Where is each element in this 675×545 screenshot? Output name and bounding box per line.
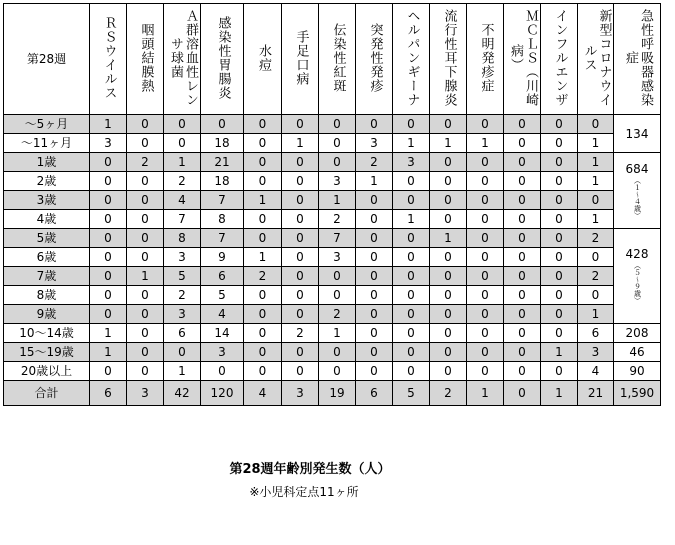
case-count-cell: 4 xyxy=(201,305,244,324)
table-row xyxy=(4,210,661,229)
case-count-cell: 0 xyxy=(164,134,201,153)
case-count-cell: 0 xyxy=(244,210,282,229)
case-count-cell: 0 xyxy=(467,324,504,343)
case-count-cell: 0 xyxy=(356,286,393,305)
case-count-cell: 0 xyxy=(127,362,164,381)
case-count-cell: 0 xyxy=(504,248,541,267)
case-count-cell: 2 xyxy=(164,172,201,191)
column-header-label: 急性呼吸器感染症 xyxy=(623,8,653,107)
column-header xyxy=(356,4,393,115)
table-row xyxy=(4,248,661,267)
case-count-cell: 0 xyxy=(430,191,467,210)
case-count-cell: 0 xyxy=(504,229,541,248)
case-count-cell: 0 xyxy=(319,286,356,305)
case-count-cell: 0 xyxy=(282,115,319,134)
case-count-cell: 0 xyxy=(467,267,504,286)
column-header-label: 感染性胃腸炎 xyxy=(215,15,231,100)
case-count-cell: 0 xyxy=(578,115,614,134)
case-count-cell: 0 xyxy=(244,134,282,153)
case-count-cell: 0 xyxy=(541,153,578,172)
column-header-label: 手足口病 xyxy=(293,29,309,86)
column-header-label: ＭＣＬＳ（川崎病） xyxy=(508,8,538,107)
case-count-cell: 0 xyxy=(430,343,467,362)
case-count-cell: 3 xyxy=(356,134,393,153)
case-count-cell: 0 xyxy=(393,267,430,286)
case-count-cell: 0 xyxy=(282,362,319,381)
column-header-label: Ａ群溶血性レンサ球菌 xyxy=(168,8,198,107)
case-count-cell: 0 xyxy=(319,115,356,134)
case-count-cell: 0 xyxy=(356,248,393,267)
acute-respiratory-total-cell xyxy=(614,115,661,153)
case-count-cell: 7 xyxy=(201,229,244,248)
case-count-cell: 0 xyxy=(282,191,319,210)
table-row xyxy=(4,286,661,305)
case-count-cell: 0 xyxy=(467,172,504,191)
case-count-cell: 7 xyxy=(201,191,244,210)
age-group-label: 2歳 xyxy=(4,172,90,191)
acute-respiratory-total-cell xyxy=(614,229,661,324)
column-header-label: 突発性発疹 xyxy=(367,22,383,93)
acute-respiratory-total-value: 428 xyxy=(625,247,649,261)
case-count-cell: 7 xyxy=(319,229,356,248)
case-count-cell: 14 xyxy=(201,324,244,343)
case-count-cell: 0 xyxy=(282,343,319,362)
case-count-cell: 0 xyxy=(90,191,127,210)
case-count-cell: 0 xyxy=(541,172,578,191)
case-count-cell: 0 xyxy=(282,267,319,286)
case-count-cell: 3 xyxy=(393,153,430,172)
case-count-cell: 1 xyxy=(356,172,393,191)
case-count-cell: 0 xyxy=(467,286,504,305)
case-count-cell: 0 xyxy=(164,115,201,134)
case-count-cell: 0 xyxy=(127,343,164,362)
case-count-cell: 0 xyxy=(244,172,282,191)
case-count-cell: 0 xyxy=(430,305,467,324)
case-count-cell: 0 xyxy=(356,229,393,248)
case-count-cell: 0 xyxy=(541,324,578,343)
case-count-cell: 0 xyxy=(244,305,282,324)
case-count-cell: 2 xyxy=(127,153,164,172)
case-count-cell: 0 xyxy=(244,153,282,172)
age-group-label: 20歳以上 xyxy=(4,362,90,381)
column-header xyxy=(127,4,164,115)
case-count-cell: 0 xyxy=(393,172,430,191)
total-value-cell: 1 xyxy=(541,381,578,406)
case-count-cell: 1 xyxy=(430,229,467,248)
age-group-label: 7歳 xyxy=(4,267,90,286)
case-count-cell: 0 xyxy=(90,267,127,286)
case-count-cell: 0 xyxy=(90,305,127,324)
acute-respiratory-total-cell xyxy=(614,153,661,229)
case-count-cell: 0 xyxy=(282,248,319,267)
column-header-label: 新型コロナウイルス xyxy=(581,8,612,107)
column-header xyxy=(504,4,541,115)
total-label: 合計 xyxy=(4,381,90,406)
table-row xyxy=(4,134,661,153)
case-count-cell: 1 xyxy=(90,115,127,134)
case-count-cell: 0 xyxy=(430,324,467,343)
case-count-cell: 4 xyxy=(578,362,614,381)
case-count-cell: 2 xyxy=(319,305,356,324)
case-count-cell: 0 xyxy=(467,229,504,248)
case-count-cell: 0 xyxy=(467,305,504,324)
case-count-cell: 3 xyxy=(319,172,356,191)
age-group-label: 8歳 xyxy=(4,286,90,305)
case-count-cell: 1 xyxy=(430,134,467,153)
case-count-cell: 0 xyxy=(504,210,541,229)
case-count-cell: 0 xyxy=(430,267,467,286)
total-value-cell: 19 xyxy=(319,381,356,406)
table-row xyxy=(4,305,661,324)
case-count-cell: 0 xyxy=(504,362,541,381)
case-count-cell: 0 xyxy=(282,153,319,172)
case-count-cell: 2 xyxy=(356,153,393,172)
case-count-cell: 0 xyxy=(504,286,541,305)
case-count-cell: 1 xyxy=(578,153,614,172)
case-count-cell: 0 xyxy=(356,343,393,362)
age-group-label: 10～14歳 xyxy=(4,324,90,343)
case-count-cell: 0 xyxy=(467,115,504,134)
case-count-cell: 0 xyxy=(127,115,164,134)
total-value-cell: 120 xyxy=(201,381,244,406)
case-count-cell: 4 xyxy=(164,191,201,210)
case-count-cell: 0 xyxy=(504,324,541,343)
case-count-cell: 0 xyxy=(319,343,356,362)
case-count-cell: 8 xyxy=(164,229,201,248)
case-count-cell: 2 xyxy=(164,286,201,305)
case-count-cell: 1 xyxy=(467,134,504,153)
case-count-cell: 0 xyxy=(164,343,201,362)
case-count-cell: 8 xyxy=(201,210,244,229)
column-header xyxy=(90,4,127,115)
case-count-cell: 2 xyxy=(282,324,319,343)
case-count-cell: 6 xyxy=(201,267,244,286)
case-count-cell: 0 xyxy=(244,343,282,362)
case-count-cell: 0 xyxy=(282,210,319,229)
age-group-label: ～11ヶ月 xyxy=(4,134,90,153)
table-caption-note: ※小児科定点11ヶ所 xyxy=(249,485,359,499)
total-value-cell: 3 xyxy=(127,381,164,406)
case-count-cell: 0 xyxy=(127,286,164,305)
case-count-cell: 0 xyxy=(430,286,467,305)
column-header-label: ヘルパンギーナ xyxy=(404,8,420,107)
case-count-cell: 0 xyxy=(244,115,282,134)
column-header xyxy=(319,4,356,115)
case-count-cell: 0 xyxy=(541,191,578,210)
case-count-cell: 0 xyxy=(356,210,393,229)
case-count-cell: 18 xyxy=(201,172,244,191)
case-count-cell: 1 xyxy=(244,191,282,210)
table-row xyxy=(4,267,661,286)
case-count-cell: 0 xyxy=(90,248,127,267)
column-header xyxy=(541,4,578,115)
case-count-cell: 0 xyxy=(504,115,541,134)
case-count-cell: 1 xyxy=(578,172,614,191)
case-count-cell: 0 xyxy=(541,210,578,229)
case-count-cell: 0 xyxy=(504,343,541,362)
case-count-cell: 1 xyxy=(244,248,282,267)
case-count-cell: 0 xyxy=(319,267,356,286)
age-group-label: 6歳 xyxy=(4,248,90,267)
table-row xyxy=(4,115,661,134)
case-count-cell: 0 xyxy=(430,210,467,229)
case-count-cell: 0 xyxy=(430,153,467,172)
case-count-cell: 2 xyxy=(578,229,614,248)
case-count-cell: 0 xyxy=(90,286,127,305)
case-count-cell: 0 xyxy=(541,267,578,286)
age-group-label: 5歳 xyxy=(4,229,90,248)
column-header-label: ＲＳウイルス xyxy=(101,15,117,100)
case-count-cell: 0 xyxy=(90,210,127,229)
case-count-cell: 5 xyxy=(164,267,201,286)
column-header xyxy=(467,4,504,115)
acute-respiratory-total-value: 46 xyxy=(629,345,645,359)
case-count-cell: 0 xyxy=(504,305,541,324)
case-count-cell: 0 xyxy=(356,362,393,381)
acute-respiratory-total-value: 684 xyxy=(625,161,649,176)
age-group-label: 1歳 xyxy=(4,153,90,172)
case-count-cell: 0 xyxy=(127,172,164,191)
case-count-cell: 1 xyxy=(90,324,127,343)
acute-respiratory-total-value: 134 xyxy=(625,126,649,141)
case-count-cell: 0 xyxy=(430,172,467,191)
case-count-cell: 0 xyxy=(393,362,430,381)
case-count-cell: 0 xyxy=(90,172,127,191)
case-count-cell: 1 xyxy=(393,210,430,229)
table-row xyxy=(4,324,661,343)
table-caption-title: 第28週年齢別発生数（人） xyxy=(229,462,391,477)
table-row xyxy=(4,229,661,248)
case-count-cell: 0 xyxy=(127,229,164,248)
case-count-cell: 1 xyxy=(578,210,614,229)
case-count-cell: 0 xyxy=(282,172,319,191)
acute-respiratory-total-cell xyxy=(614,343,661,362)
header-row xyxy=(4,4,661,115)
case-count-cell: 0 xyxy=(578,286,614,305)
case-count-cell: 1 xyxy=(127,267,164,286)
case-count-cell: 0 xyxy=(201,362,244,381)
case-count-cell: 1 xyxy=(90,343,127,362)
column-header xyxy=(164,4,201,115)
case-count-cell: 0 xyxy=(356,115,393,134)
case-count-cell: 21 xyxy=(201,153,244,172)
column-header xyxy=(614,4,661,115)
case-count-cell: 0 xyxy=(467,362,504,381)
total-value-cell: 21 xyxy=(578,381,614,406)
case-count-cell: 0 xyxy=(393,229,430,248)
case-count-cell: 0 xyxy=(319,362,356,381)
total-value-cell: 4 xyxy=(244,381,282,406)
total-value-cell: 1 xyxy=(467,381,504,406)
case-count-cell: 0 xyxy=(578,248,614,267)
age-group-label: 9歳 xyxy=(4,305,90,324)
total-value-cell: 2 xyxy=(430,381,467,406)
age-group-label: ～5ヶ月 xyxy=(4,115,90,134)
case-count-cell: 0 xyxy=(393,343,430,362)
case-count-cell: 0 xyxy=(282,305,319,324)
case-count-cell: 0 xyxy=(356,324,393,343)
table-row xyxy=(4,153,661,172)
case-count-cell: 0 xyxy=(90,153,127,172)
case-count-cell: 0 xyxy=(282,286,319,305)
case-count-cell: 0 xyxy=(504,267,541,286)
case-count-cell: 0 xyxy=(393,305,430,324)
case-count-cell: 6 xyxy=(578,324,614,343)
case-count-cell: 3 xyxy=(90,134,127,153)
case-count-cell: 0 xyxy=(504,153,541,172)
case-count-cell: 0 xyxy=(90,229,127,248)
acute-respiratory-total-value: 208 xyxy=(625,326,649,340)
case-count-cell: 0 xyxy=(541,248,578,267)
column-header xyxy=(578,4,614,115)
case-count-cell: 0 xyxy=(90,362,127,381)
case-count-cell: 1 xyxy=(393,134,430,153)
case-count-cell: 2 xyxy=(244,267,282,286)
case-count-cell: 0 xyxy=(541,286,578,305)
acute-respiratory-total-value: 90 xyxy=(629,364,645,378)
case-count-cell: 3 xyxy=(319,248,356,267)
column-header xyxy=(430,4,467,115)
case-count-cell: 1 xyxy=(541,343,578,362)
case-count-cell: 0 xyxy=(127,305,164,324)
case-count-cell: 0 xyxy=(430,362,467,381)
case-count-cell: 0 xyxy=(356,267,393,286)
case-count-cell: 0 xyxy=(127,324,164,343)
case-count-cell: 0 xyxy=(467,191,504,210)
case-count-cell: 0 xyxy=(467,153,504,172)
column-header-label: 咽頭結膜熱 xyxy=(138,22,154,93)
table-row xyxy=(4,191,661,210)
case-count-cell: 2 xyxy=(319,210,356,229)
week-label: 第28週 xyxy=(4,4,90,115)
case-count-cell: 0 xyxy=(201,115,244,134)
case-count-cell: 1 xyxy=(164,362,201,381)
total-value-cell: 6 xyxy=(90,381,127,406)
case-count-cell: 0 xyxy=(393,115,430,134)
case-count-cell: 0 xyxy=(356,191,393,210)
case-count-cell: 0 xyxy=(541,305,578,324)
column-header xyxy=(201,4,244,115)
total-value-cell: 6 xyxy=(356,381,393,406)
column-header-label: 水痘 xyxy=(255,43,271,72)
case-count-cell: 0 xyxy=(467,248,504,267)
case-count-cell: 0 xyxy=(393,191,430,210)
case-count-cell: 1 xyxy=(578,305,614,324)
case-count-cell: 3 xyxy=(201,343,244,362)
case-count-cell: 3 xyxy=(164,248,201,267)
case-count-cell: 9 xyxy=(201,248,244,267)
age-group-case-table xyxy=(3,3,661,406)
case-count-cell: 5 xyxy=(201,286,244,305)
case-count-cell: 1 xyxy=(578,134,614,153)
case-count-cell: 0 xyxy=(127,210,164,229)
case-count-cell: 0 xyxy=(319,134,356,153)
case-count-cell: 0 xyxy=(127,191,164,210)
case-count-cell: 0 xyxy=(541,115,578,134)
age-group-label: 3歳 xyxy=(4,191,90,210)
column-header xyxy=(282,4,319,115)
case-count-cell: 0 xyxy=(504,172,541,191)
column-header xyxy=(244,4,282,115)
table-row xyxy=(4,362,661,381)
case-count-cell: 0 xyxy=(393,324,430,343)
total-value-cell: 3 xyxy=(282,381,319,406)
case-count-cell: 0 xyxy=(541,134,578,153)
case-count-cell: 18 xyxy=(201,134,244,153)
case-count-cell: 1 xyxy=(282,134,319,153)
case-count-cell: 0 xyxy=(504,191,541,210)
column-header-label: 不明発疹症 xyxy=(478,22,494,93)
case-count-cell: 0 xyxy=(467,343,504,362)
case-count-cell: 7 xyxy=(164,210,201,229)
case-count-cell: 0 xyxy=(244,324,282,343)
case-count-cell: 1 xyxy=(319,191,356,210)
case-count-cell: 0 xyxy=(356,305,393,324)
column-header xyxy=(393,4,430,115)
case-count-cell: 0 xyxy=(127,248,164,267)
case-count-cell: 2 xyxy=(578,267,614,286)
table-row xyxy=(4,343,661,362)
case-count-cell: 0 xyxy=(282,229,319,248)
age-group-label: 15～19歳 xyxy=(4,343,90,362)
case-count-cell: 3 xyxy=(164,305,201,324)
case-count-cell: 3 xyxy=(578,343,614,362)
case-count-cell: 0 xyxy=(430,115,467,134)
case-count-cell: 1 xyxy=(164,153,201,172)
total-value-cell: 0 xyxy=(504,381,541,406)
total-value-cell: 1,590 xyxy=(614,381,661,406)
total-value-cell: 42 xyxy=(164,381,201,406)
case-count-cell: 0 xyxy=(578,191,614,210)
case-count-cell: 0 xyxy=(430,248,467,267)
case-count-cell: 0 xyxy=(319,153,356,172)
table-row xyxy=(4,172,661,191)
case-count-cell: 1 xyxy=(319,324,356,343)
case-count-cell: 0 xyxy=(393,286,430,305)
acute-respiratory-total-cell xyxy=(614,362,661,381)
case-count-cell: 0 xyxy=(244,229,282,248)
case-count-cell: 0 xyxy=(467,210,504,229)
column-header-label: 流行性耳下腺炎 xyxy=(441,8,457,107)
column-header-label: インフルエンザ xyxy=(552,8,568,107)
case-count-cell: 0 xyxy=(541,362,578,381)
table-body xyxy=(4,115,661,406)
case-count-cell: 0 xyxy=(393,248,430,267)
total-row xyxy=(4,381,661,406)
column-header-label: 伝染性紅斑 xyxy=(330,22,346,93)
case-count-cell: 0 xyxy=(244,286,282,305)
case-count-cell: 0 xyxy=(127,134,164,153)
case-count-cell: 0 xyxy=(504,134,541,153)
age-group-label: 4歳 xyxy=(4,210,90,229)
case-count-cell: 0 xyxy=(541,229,578,248)
case-count-cell: 0 xyxy=(244,362,282,381)
total-value-cell: 5 xyxy=(393,381,430,406)
acute-respiratory-total-cell xyxy=(614,324,661,343)
acute-respiratory-age-note: （１～４歳） xyxy=(633,176,642,219)
case-count-cell: 6 xyxy=(164,324,201,343)
acute-respiratory-age-note: （５～９歳） xyxy=(633,262,642,304)
